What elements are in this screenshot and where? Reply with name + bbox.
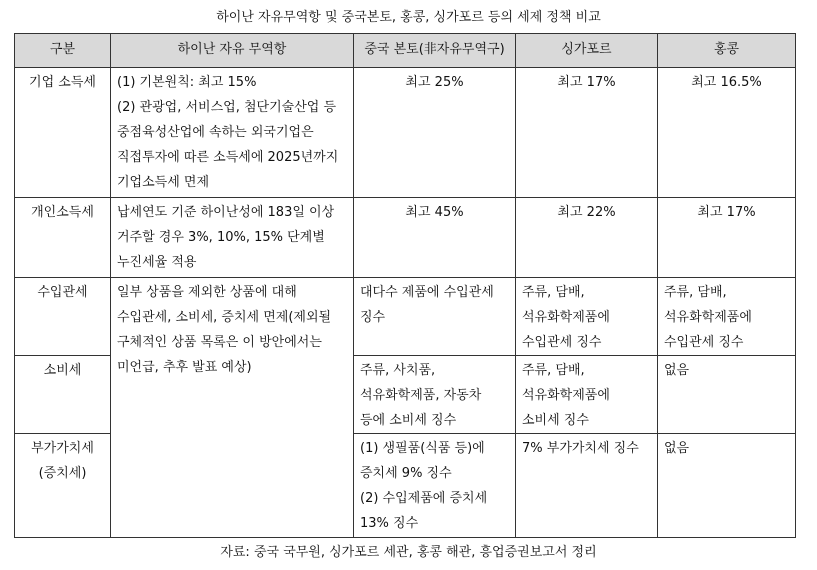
- cell-hongkong-import-duty: 주류, 담배, 석유화학제품에 수입관세 징수: [658, 278, 796, 356]
- cell-singapore-consumption-tax: 주류, 담배, 석유화학제품에 소비세 징수: [516, 356, 658, 434]
- table-row-personal-tax: [15, 198, 796, 278]
- cell-hongkong-consumption-tax: 없음: [658, 356, 796, 434]
- cell-singapore-corporate-tax: 최고 17%: [516, 68, 658, 198]
- cell-hongkong-corporate-tax: 최고 16.5%: [658, 68, 796, 198]
- header-category: 구분: [15, 34, 111, 68]
- cell-china-vat: [354, 434, 516, 538]
- cell-singapore-import-duty: 주류, 담배, 석유화학제품에 수입관세 징수: [516, 278, 658, 356]
- cell-china-consumption-tax: 주류, 사치품, 석유화학제품, 자동차 등에 소비세 징수: [354, 356, 516, 434]
- cell-china-import-duty: 대다수 제품에 수입관세 징수: [354, 278, 516, 356]
- header-china: 중국 본토(非자유무역구): [354, 34, 516, 68]
- row-label-personal-tax: 개인소득세: [15, 198, 111, 278]
- header-hongkong: 홍콩: [658, 34, 796, 68]
- cell-hainan-import-consumption-vat: 일부 상품을 제외한 상품에 대해 수입관세, 소비세, 증치세 면제(제외될 구체적인 상품 목록은 이 방안에서는 미언급, 추후 발표 예상): [111, 278, 354, 538]
- hainan-corporate-point-1: (1) 기본원칙: 최고 15%: [117, 75, 257, 90]
- row-label-vat: [15, 434, 111, 538]
- cell-china-personal-tax: 최고 45%: [354, 198, 516, 278]
- cell-hongkong-personal-tax: 최고 17%: [658, 198, 796, 278]
- cell-china-corporate-tax: 최고 25%: [354, 68, 516, 198]
- row-label-import-duty: 수입관세: [15, 278, 111, 356]
- cell-singapore-personal-tax: 최고 22%: [516, 198, 658, 278]
- tax-comparison-table: [14, 33, 796, 538]
- table-header-row: [15, 34, 796, 68]
- table-row-corporate-tax: [15, 68, 796, 198]
- row-label-vat-line-2: (증치세): [38, 466, 87, 481]
- source-note: 자료: 중국 국무원, 싱가포르 세관, 홍콩 해관, 흥업증권보고서 정리: [220, 545, 597, 560]
- header-singapore: 싱가포르: [516, 34, 658, 68]
- header-hainan: 하이난 자유 무역항: [111, 34, 354, 68]
- cell-hainan-personal-tax: 납세연도 기준 하이난성에 183일 이상 거주할 경우 3%, 10%, 15% 단계별 누진세율 적용: [111, 198, 354, 278]
- hainan-corporate-point-2: (2) 관광업, 서비스업, 첨단기술산업 등 중점육성산업에 속하는 외국기업은 직접투자에 따른 소득세에 2025년까지 기업소득세 면제: [117, 100, 339, 190]
- cell-singapore-vat: 7% 부가가치세 징수: [516, 434, 658, 538]
- row-label-corporate-tax: 기업 소득세: [15, 68, 111, 198]
- table-title: 하이난 자유무역항 및 중국본토, 홍콩, 싱가포르 등의 세제 정책 비교: [216, 10, 601, 25]
- cell-hainan-corporate-tax: [111, 68, 354, 198]
- cell-hongkong-vat: 없음: [658, 434, 796, 538]
- china-vat-point-2: (2) 수입제품에 증치세 13% 징수: [360, 491, 488, 531]
- table-row-import-duty: [15, 278, 796, 356]
- row-label-vat-line-1: 부가가치세: [31, 441, 94, 456]
- china-vat-point-1: (1) 생필품(식품 등)에 증치세 9% 징수: [360, 441, 485, 481]
- row-label-consumption-tax: 소비세: [15, 356, 111, 434]
